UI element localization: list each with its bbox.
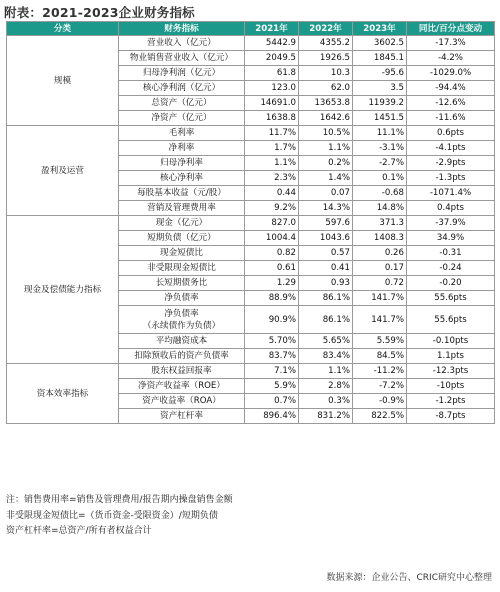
table-row — [7, 126, 495, 141]
indicator-label: 净负债率 — [164, 308, 199, 319]
value-cell-2023: 141.7% — [353, 306, 407, 334]
header-2023: 2023年 — [353, 22, 407, 36]
change-cell: -37.9% — [407, 216, 495, 231]
value-cell-2021: 123.0 — [245, 81, 299, 96]
value-cell-2022: 4355.2 — [299, 36, 353, 51]
value-cell-2023: -11.2% — [353, 364, 407, 379]
value-cell-2023: -0.9% — [353, 394, 407, 409]
header-category: 分类 — [7, 22, 119, 36]
value-cell-2023: 371.3 — [353, 216, 407, 231]
change-cell: 55.6pts — [407, 291, 495, 306]
financial-indicators-table — [6, 21, 495, 424]
table-row — [7, 364, 495, 379]
value-cell-2023: 0.72 — [353, 276, 407, 291]
value-cell-2021: 5442.9 — [245, 36, 299, 51]
indicator-sublabel: （永续债作为负债） — [142, 320, 221, 331]
change-cell: -17.3% — [407, 36, 495, 51]
change-cell: 1.1pts — [407, 349, 495, 364]
table-header-row — [7, 22, 495, 36]
indicator-cell: 短期负债（亿元） — [119, 231, 245, 246]
change-cell: -12.3pts — [407, 364, 495, 379]
value-cell-2023: 5.59% — [353, 334, 407, 349]
value-cell-2022: 10.3 — [299, 66, 353, 81]
value-cell-2023: -3.1% — [353, 141, 407, 156]
note-line: 注：销售费用率=销售及管理费用/报告期内操盘销售金额 — [6, 495, 233, 505]
value-cell-2021: 2.3% — [245, 171, 299, 186]
change-cell: 55.6pts — [407, 306, 495, 334]
indicator-cell: 长短期债务比 — [119, 276, 245, 291]
value-cell-2022: 86.1% — [299, 306, 353, 334]
change-cell: -12.6% — [407, 96, 495, 111]
change-cell: -0.10pts — [407, 334, 495, 349]
data-source: 数据来源：企业公告、CRIC研究中心整理 — [326, 573, 492, 583]
value-cell-2021: 1004.4 — [245, 231, 299, 246]
value-cell-2022: 1.4% — [299, 171, 353, 186]
indicator-cell: 归母净利润（亿元） — [119, 66, 245, 81]
header-indicator: 财务指标 — [119, 22, 245, 36]
value-cell-2023: 1408.3 — [353, 231, 407, 246]
value-cell-2023: 14.8% — [353, 201, 407, 216]
change-cell: -11.6% — [407, 111, 495, 126]
value-cell-2021: 827.0 — [245, 216, 299, 231]
value-cell-2023: -95.6 — [353, 66, 407, 81]
value-cell-2023: 1845.1 — [353, 51, 407, 66]
value-cell-2022: 0.07 — [299, 186, 353, 201]
value-cell-2021: 88.9% — [245, 291, 299, 306]
indicator-cell: 现金（亿元） — [119, 216, 245, 231]
value-cell-2022: 0.57 — [299, 246, 353, 261]
indicator-cell: 资产收益率（ROA） — [119, 394, 245, 409]
change-cell: -1029.0% — [407, 66, 495, 81]
value-cell-2021: 5.9% — [245, 379, 299, 394]
indicator-cell: 营销及管理费用率 — [119, 201, 245, 216]
value-cell-2021: 1638.8 — [245, 111, 299, 126]
indicator-cell: 净资产（亿元） — [119, 111, 245, 126]
change-cell: -4.2% — [407, 51, 495, 66]
value-cell-2023: 0.17 — [353, 261, 407, 276]
value-cell-2023: -2.7% — [353, 156, 407, 171]
value-cell-2022: 831.2% — [299, 409, 353, 424]
value-cell-2021: 1.1% — [245, 156, 299, 171]
value-cell-2023: 3.5 — [353, 81, 407, 96]
note-line: 非受限现金短债比=（货币资金-受限资金）/短期负债 — [6, 510, 218, 521]
value-cell-2022: 0.2% — [299, 156, 353, 171]
value-cell-2021: 2049.5 — [245, 51, 299, 66]
value-cell-2023: 84.5% — [353, 349, 407, 364]
indicator-cell: 股东权益回报率 — [119, 364, 245, 379]
value-cell-2022: 14.3% — [299, 201, 353, 216]
category-cell: 盈利及运营 — [7, 126, 119, 216]
value-cell-2021: 9.2% — [245, 201, 299, 216]
indicator-cell: 营业收入（亿元） — [119, 36, 245, 51]
value-cell-2022: 13653.8 — [299, 96, 353, 111]
change-cell: 0.4pts — [407, 201, 495, 216]
value-cell-2021: 11.7% — [245, 126, 299, 141]
value-cell-2022: 62.0 — [299, 81, 353, 96]
category-cell: 现金及偿债能力指标 — [7, 216, 119, 364]
indicator-cell: 毛利率 — [119, 126, 245, 141]
indicator-cell: 净资产收益率（ROE） — [119, 379, 245, 394]
header-change: 同比/百分点变动 — [407, 22, 495, 36]
value-cell-2021: 90.9% — [245, 306, 299, 334]
change-cell: -4.1pts — [407, 141, 495, 156]
indicator-cell: 现金短债比 — [119, 246, 245, 261]
value-cell-2023: 11.1% — [353, 126, 407, 141]
value-cell-2023: 141.7% — [353, 291, 407, 306]
category-cell: 规模 — [7, 36, 119, 126]
value-cell-2023: 3602.5 — [353, 36, 407, 51]
value-cell-2023: 822.5% — [353, 409, 407, 424]
value-cell-2022: 86.1% — [299, 291, 353, 306]
value-cell-2022: 0.93 — [299, 276, 353, 291]
note-line: 资产杠杆率=总资产/所有者权益合计 — [6, 526, 152, 536]
indicator-cell: 归母净利率 — [119, 156, 245, 171]
header-2022: 2022年 — [299, 22, 353, 36]
value-cell-2021: 5.70% — [245, 334, 299, 349]
value-cell-2023: 11939.2 — [353, 96, 407, 111]
value-cell-2023: -0.68 — [353, 186, 407, 201]
table-title: 附表：2021-2023企业财务指标 — [4, 5, 195, 20]
value-cell-2022: 1043.6 — [299, 231, 353, 246]
indicator-cell: 核心净利率 — [119, 171, 245, 186]
value-cell-2022: 10.5% — [299, 126, 353, 141]
table-row — [7, 216, 495, 231]
change-cell: -1.2pts — [407, 394, 495, 409]
value-cell-2022: 1926.5 — [299, 51, 353, 66]
value-cell-2023: 1451.5 — [353, 111, 407, 126]
indicator-cell: 核心净利润（亿元） — [119, 81, 245, 96]
change-cell: -0.31 — [407, 246, 495, 261]
table-notes — [6, 493, 233, 540]
change-cell: -1.3pts — [407, 171, 495, 186]
value-cell-2021: 0.7% — [245, 394, 299, 409]
table-row — [7, 36, 495, 51]
indicator-cell: 物业销售营业收入（亿元） — [119, 51, 245, 66]
indicator-cell: 净负债率 — [119, 291, 245, 306]
change-cell: -94.4% — [407, 81, 495, 96]
value-cell-2022: 5.65% — [299, 334, 353, 349]
value-cell-2021: 61.8 — [245, 66, 299, 81]
category-cell: 资本效率指标 — [7, 364, 119, 424]
indicator-cell: 非受限现金短债比 — [119, 261, 245, 276]
value-cell-2021: 14691.0 — [245, 96, 299, 111]
value-cell-2021: 83.7% — [245, 349, 299, 364]
indicator-cell: 总资产（亿元） — [119, 96, 245, 111]
value-cell-2021: 1.7% — [245, 141, 299, 156]
change-cell: 34.9% — [407, 231, 495, 246]
change-cell: 0.6pts — [407, 126, 495, 141]
indicator-cell: 净利率 — [119, 141, 245, 156]
indicator-cell: 平均融资成本 — [119, 334, 245, 349]
value-cell-2021: 7.1% — [245, 364, 299, 379]
value-cell-2022: 0.3% — [299, 394, 353, 409]
value-cell-2021: 0.61 — [245, 261, 299, 276]
value-cell-2022: 1.1% — [299, 141, 353, 156]
value-cell-2021: 0.82 — [245, 246, 299, 261]
change-cell: -2.9pts — [407, 156, 495, 171]
change-cell: -0.20 — [407, 276, 495, 291]
value-cell-2022: 1.1% — [299, 364, 353, 379]
table-body — [7, 36, 495, 424]
indicator-cell — [119, 306, 245, 334]
value-cell-2023: 0.26 — [353, 246, 407, 261]
value-cell-2022: 0.41 — [299, 261, 353, 276]
value-cell-2022: 83.4% — [299, 349, 353, 364]
change-cell: -1071.4% — [407, 186, 495, 201]
value-cell-2022: 1642.6 — [299, 111, 353, 126]
header-2021: 2021年 — [245, 22, 299, 36]
value-cell-2021: 0.44 — [245, 186, 299, 201]
value-cell-2021: 896.4% — [245, 409, 299, 424]
value-cell-2021: 1.29 — [245, 276, 299, 291]
change-cell: -10pts — [407, 379, 495, 394]
value-cell-2022: 2.8% — [299, 379, 353, 394]
indicator-cell: 每股基本收益（元/股） — [119, 186, 245, 201]
indicator-cell: 扣除预收后的资产负债率 — [119, 349, 245, 364]
change-cell: -8.7pts — [407, 409, 495, 424]
value-cell-2022: 597.6 — [299, 216, 353, 231]
change-cell: -0.24 — [407, 261, 495, 276]
value-cell-2023: 0.1% — [353, 171, 407, 186]
value-cell-2023: -7.2% — [353, 379, 407, 394]
indicator-cell: 资产杠杆率 — [119, 409, 245, 424]
